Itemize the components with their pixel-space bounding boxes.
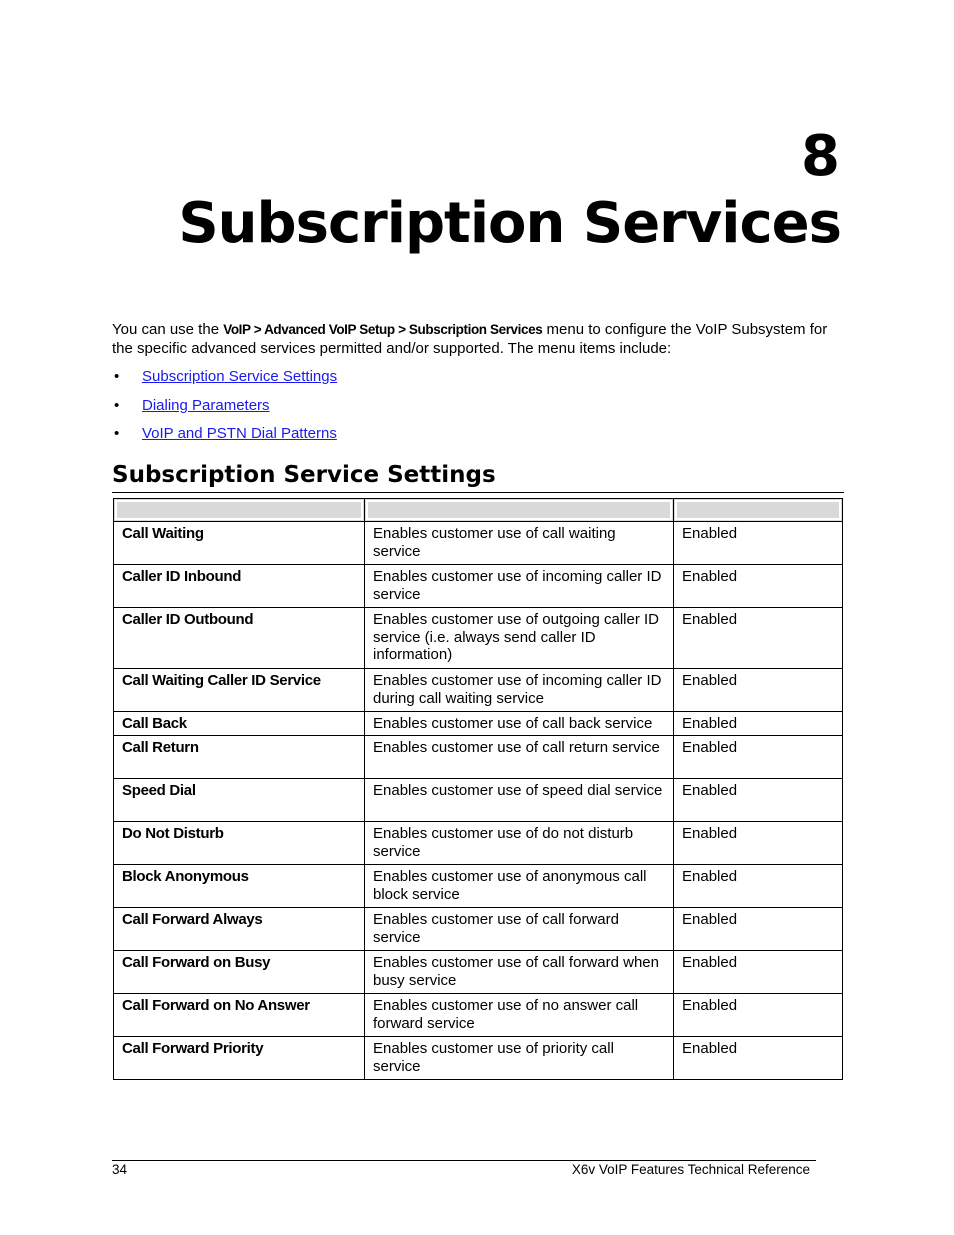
setting-description: Enables customer use of do not disturb service (365, 822, 674, 865)
list-item (112, 396, 337, 425)
table-row (114, 994, 843, 1037)
link-subscription-service-settings[interactable]: Subscription Service Settings (142, 368, 338, 385)
table-row (114, 822, 843, 865)
document-title: X6v VoIP Features Technical Reference (571, 1162, 810, 1177)
setting-name: Call Waiting (114, 522, 365, 565)
setting-description: Enables customer use of call forward service (365, 908, 674, 951)
settings-table (113, 498, 843, 1080)
setting-default: Enabled (674, 608, 843, 669)
setting-default: Enabled (674, 1037, 843, 1080)
section-heading: Subscription Service Settings (112, 462, 496, 488)
setting-default: Enabled (674, 736, 843, 779)
section-divider (112, 492, 844, 493)
setting-name: Caller ID Outbound (114, 608, 365, 669)
setting-description: Enables customer use of anonymous call block service (365, 865, 674, 908)
chapter-number: 8 (801, 124, 840, 189)
setting-default: Enabled (674, 865, 843, 908)
bullet-icon: • (114, 425, 120, 442)
setting-name: Call Forward Priority (114, 1037, 365, 1080)
intro-text-before: You can use the (112, 321, 224, 338)
list-item (112, 424, 337, 453)
setting-description: Enables customer use of incoming caller ID during call waiting service (365, 669, 674, 712)
table-row (114, 736, 843, 779)
bullet-icon: • (114, 368, 120, 385)
setting-default: Enabled (674, 522, 843, 565)
setting-name: Call Waiting Caller ID Service (114, 669, 365, 712)
setting-description: Enables customer use of call forward when busy service (365, 951, 674, 994)
table-row (114, 608, 843, 669)
bullet-icon: • (114, 396, 120, 414)
page-number: 34 (112, 1162, 128, 1177)
table-row (114, 951, 843, 994)
footer-divider (112, 1160, 816, 1161)
setting-description: Enables customer use of priority call service (365, 1037, 674, 1080)
table-row (114, 522, 843, 565)
setting-description: Enables customer use of no answer call forward service (365, 994, 674, 1037)
setting-name: Call Forward on Busy (114, 951, 365, 994)
table-row (114, 565, 843, 608)
menu-path: VoIP > Advanced VoIP Setup > Subscription Services (223, 322, 543, 337)
setting-name: Caller ID Inbound (114, 565, 365, 608)
table-row (114, 712, 843, 736)
setting-description: Enables customer use of call return service (365, 736, 674, 779)
link-voip-pstn-dial-patterns[interactable]: VoIP and PSTN Dial Patterns (142, 425, 337, 442)
setting-name: Call Back (114, 712, 365, 736)
setting-default: Enabled (674, 822, 843, 865)
chapter-title: Subscription Services (178, 191, 841, 256)
table-row (114, 908, 843, 951)
table-header-cell (114, 499, 365, 522)
setting-default: Enabled (674, 779, 843, 822)
setting-default: Enabled (674, 908, 843, 951)
setting-name: Call Forward on No Answer (114, 994, 365, 1037)
setting-default: Enabled (674, 565, 843, 608)
setting-description: Enables customer use of incoming caller ID service (365, 565, 674, 608)
setting-description: Enables customer use of call back service (365, 712, 674, 736)
setting-name: Do Not Disturb (114, 822, 365, 865)
intro-text-after: menu to configure the VoIP Subsystem for the specific advanced services permitted and/or supported. The menu items include: (112, 321, 828, 357)
link-dialing-parameters[interactable]: Dialing Parameters (142, 396, 270, 414)
setting-name: Block Anonymous (114, 865, 365, 908)
setting-default: Enabled (674, 994, 843, 1037)
setting-description: Enables customer use of outgoing caller ID service (i.e. always send caller ID information) (365, 608, 674, 669)
setting-description: Enables customer use of speed dial service (365, 779, 674, 822)
table-row (114, 1037, 843, 1080)
setting-default: Enabled (674, 712, 843, 736)
setting-name: Speed Dial (114, 779, 365, 822)
table-header-row (114, 499, 843, 522)
setting-name: Call Return (114, 736, 365, 779)
setting-name: Call Forward Always (114, 908, 365, 951)
intro-paragraph (112, 320, 842, 358)
list-item (112, 367, 337, 396)
table-header-cell (674, 499, 843, 522)
table-row (114, 865, 843, 908)
table-row (114, 779, 843, 822)
setting-description: Enables customer use of call waiting service (365, 522, 674, 565)
table-row (114, 669, 843, 712)
setting-default: Enabled (674, 669, 843, 712)
menu-items-list (112, 367, 337, 453)
setting-default: Enabled (674, 951, 843, 994)
table-header-cell (365, 499, 674, 522)
